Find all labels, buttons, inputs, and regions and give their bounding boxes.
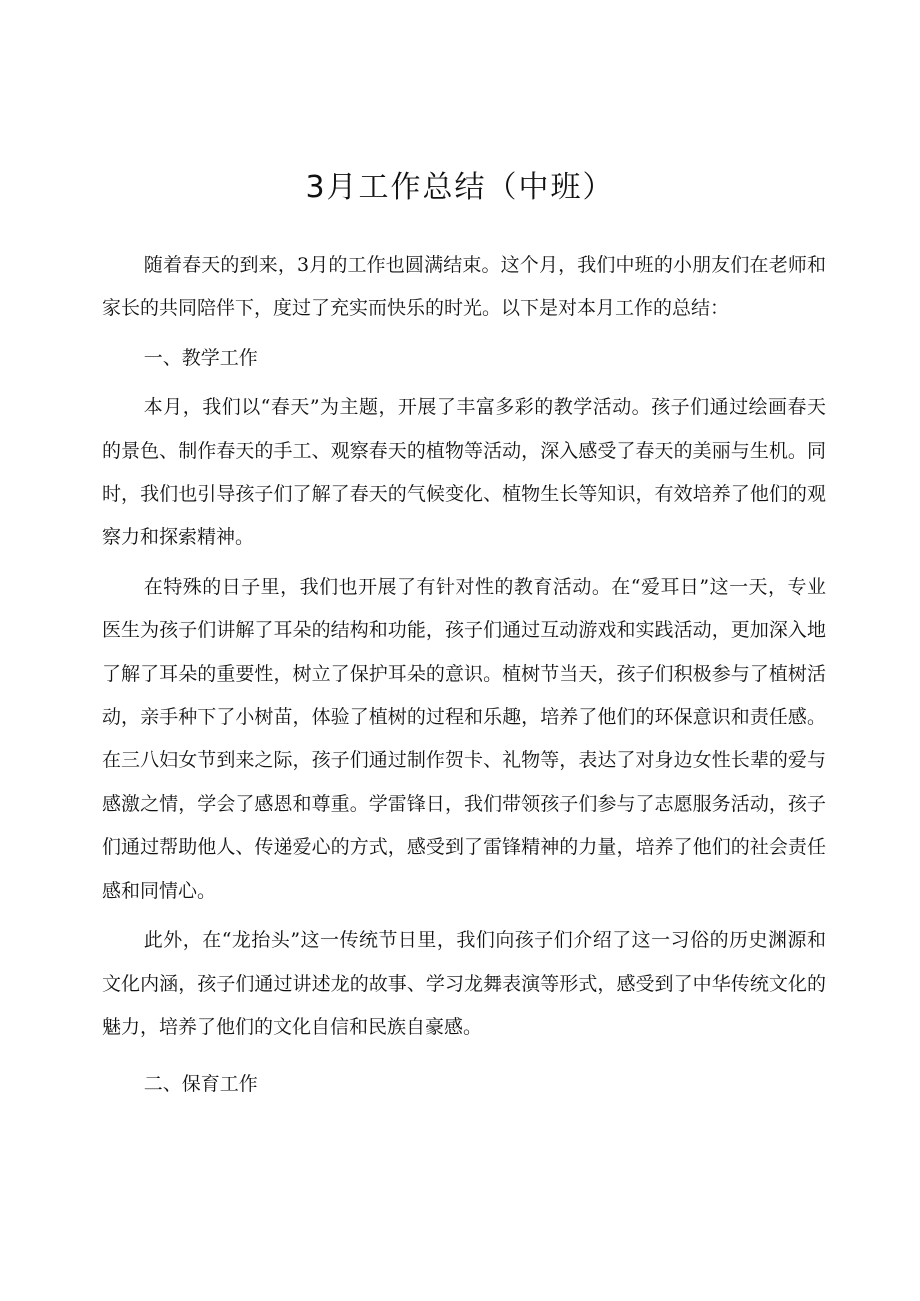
teaching-paragraph-1: 本月，我们以“春天”为主题，开展了丰富多彩的教学活动。孩子们通过绘画春天的景色、制作春天的手工、观察春天的植物等活动，深入感受了春天的美丽与生机。同时，我们也引导孩子们了解了春天的气候变化、植物生长等知识，有效培养了他们的观察力和探索精神。 (102, 396, 826, 549)
intro-paragraph: 随着春天的到来，3月的工作也圆满结束。这个月，我们中班的小朋友们在老师和家长的共同陪伴下，度过了充实而快乐的时光。以下是对本月工作的总结： (102, 254, 826, 320)
teaching-paragraph-3: 此外，在“龙抬头”这一传统节日里，我们向孩子们介绍了这一习俗的历史渊源和文化内涵，孩子们通过讲述龙的故事、学习龙舞表演等形式，感受到了中华传统文化的魅力，培养了他们的文化自信和民族自豪感。 (102, 929, 826, 1038)
document-title: 3月工作总结（中班） (305, 170, 615, 205)
section-heading-teaching: 一、教学工作 (143, 346, 258, 369)
teaching-paragraph-2: 在特殊的日子里，我们也开展了有针对性的教育活动。在“爱耳日”这一天，专业医生为孩子们讲解了耳朵的结构和功能，孩子们通过互动游戏和实践活动，更加深入地了解了耳朵的重要性，树立了保护耳朵的意识。植树节当天，孩子们积极参与了植树活动，亲手种下了小树苗，体验了植树的过程和乐趣，培养了他们的环保意识和责任感。在三八妇女节到来之际，孩子们通过制作贺卡、礼物等，表达了对身边女性长辈的爱与感激之情，学会了感恩和尊重。学雷锋日，我们带领孩子们参与了志愿服务活动，孩子们通过帮助他人、传递爱心的方式，感受到了雷锋精神的力量，培养了他们的社会责任感和同情心。 (102, 575, 826, 902)
section-heading-care: 二、保育工作 (143, 1073, 258, 1096)
document-body (102, 244, 826, 1107)
